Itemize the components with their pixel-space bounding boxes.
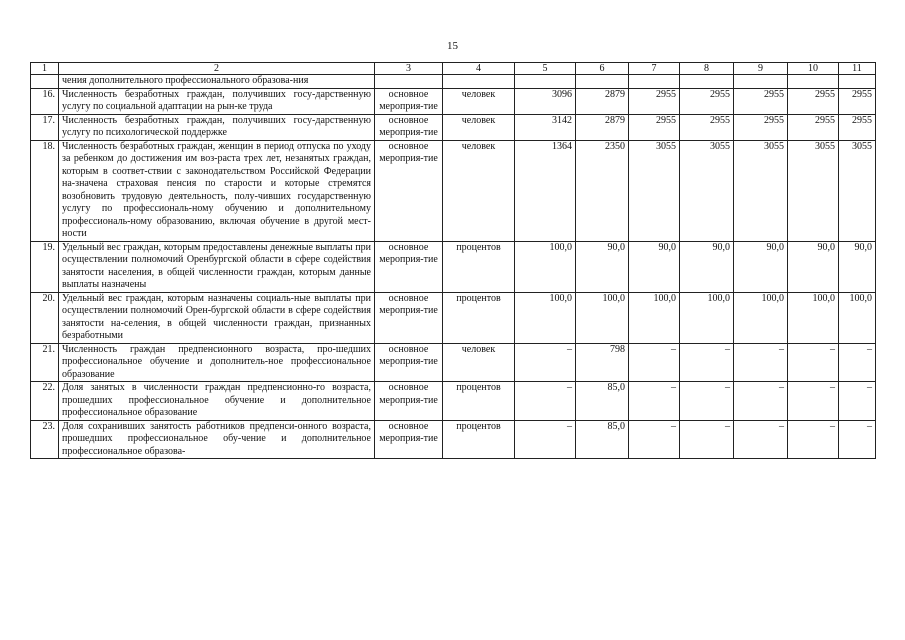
table-row — [31, 343, 876, 382]
value-col-10: 2955 — [788, 114, 839, 140]
event-type: основное мероприя-тие — [375, 114, 443, 140]
indicator-description: Удельный вес граждан, которым назначены социаль-ные выплаты при осуществлении полномочий Орен-бургской области в сфере содействия занятости на-селения, в общей численности граждан, признанных безработными — [59, 292, 375, 343]
row-number: 21. — [31, 343, 59, 382]
value-col-5: 3142 — [515, 114, 576, 140]
event-type: основное мероприя-тие — [375, 292, 443, 343]
value-col-6: 100,0 — [576, 292, 629, 343]
value-col-9: – — [734, 420, 788, 459]
event-type: основное мероприя-тие — [375, 420, 443, 459]
col-header-9: 9 — [734, 63, 788, 75]
value-col-5: – — [515, 343, 576, 382]
value-col-5: – — [515, 420, 576, 459]
value-col-11: – — [839, 343, 876, 382]
col-header-6: 6 — [576, 63, 629, 75]
value-col-10: 2955 — [788, 88, 839, 114]
event-type: основное мероприя-тие — [375, 241, 443, 292]
value-col-6: 2879 — [576, 114, 629, 140]
row-number: 18. — [31, 140, 59, 241]
value-col-11: – — [839, 420, 876, 459]
indicators-table — [30, 62, 876, 459]
value-col-5: – — [515, 382, 576, 421]
table-row — [31, 420, 876, 459]
value-col-8: – — [680, 420, 734, 459]
value-col-11: 90,0 — [839, 241, 876, 292]
unit-of-measure: человек — [443, 343, 515, 382]
col-header-7: 7 — [629, 63, 680, 75]
value-col-8: 90,0 — [680, 241, 734, 292]
continuation-row — [31, 75, 876, 89]
value-col-6: 85,0 — [576, 420, 629, 459]
unit-of-measure: процентов — [443, 420, 515, 459]
continuation-text: чения дополнительного профессионального образова-ния — [59, 75, 375, 89]
col-header-10: 10 — [788, 63, 839, 75]
unit-of-measure: человек — [443, 88, 515, 114]
col-header-5: 5 — [515, 63, 576, 75]
value-col-9: 90,0 — [734, 241, 788, 292]
indicator-description: Доля занятых в численности граждан предпенсионно-го возраста, прошедших профессиональное обучение и дополнительное профессиональное образование — [59, 382, 375, 421]
value-col-5: 3096 — [515, 88, 576, 114]
row-number: 17. — [31, 114, 59, 140]
value-col-7: 3055 — [629, 140, 680, 241]
unit-of-measure: процентов — [443, 241, 515, 292]
value-col-5: 1364 — [515, 140, 576, 241]
row-number: 16. — [31, 88, 59, 114]
value-col-10: – — [788, 382, 839, 421]
col-header-11: 11 — [839, 63, 876, 75]
value-col-11: 3055 — [839, 140, 876, 241]
value-col-5: 100,0 — [515, 292, 576, 343]
indicator-description: Численность безработных граждан, получивших госу-дарственную услугу по психологической поддержке — [59, 114, 375, 140]
value-col-8: 2955 — [680, 114, 734, 140]
unit-of-measure: человек — [443, 140, 515, 241]
value-col-8: 3055 — [680, 140, 734, 241]
value-col-9: 100,0 — [734, 292, 788, 343]
table-row — [31, 114, 876, 140]
table-row — [31, 292, 876, 343]
value-col-6: 90,0 — [576, 241, 629, 292]
value-col-5: 100,0 — [515, 241, 576, 292]
value-col-9: 2955 — [734, 88, 788, 114]
event-type: основное мероприя-тие — [375, 343, 443, 382]
value-col-8: – — [680, 382, 734, 421]
indicator-description: Удельный вес граждан, которым предоставлены денежные выплаты при осуществлении полномочий Оренбургской области в сфере содействия занятости населения, в общей численности граждан, которым данные выплаты назначены — [59, 241, 375, 292]
value-col-10: – — [788, 343, 839, 382]
row-number: 22. — [31, 382, 59, 421]
value-col-11: 100,0 — [839, 292, 876, 343]
unit-of-measure: человек — [443, 114, 515, 140]
value-col-7: 100,0 — [629, 292, 680, 343]
value-col-8: 2955 — [680, 88, 734, 114]
unit-of-measure: процентов — [443, 292, 515, 343]
value-col-7: – — [629, 420, 680, 459]
value-col-11: 2955 — [839, 114, 876, 140]
table-row — [31, 382, 876, 421]
col-header-1: 1 — [31, 63, 59, 75]
col-header-8: 8 — [680, 63, 734, 75]
row-number: 23. — [31, 420, 59, 459]
col-header-3: 3 — [375, 63, 443, 75]
value-col-7: 2955 — [629, 88, 680, 114]
indicator-description: Доля сохранивших занятость работников предпенси-онного возраста, прошедших профессиональное обу-чение и дополнительное профессиональное образова- — [59, 420, 375, 459]
table-row — [31, 140, 876, 241]
value-col-10: 90,0 — [788, 241, 839, 292]
value-col-6: 85,0 — [576, 382, 629, 421]
value-col-10: – — [788, 420, 839, 459]
page-number: 15 — [447, 40, 458, 52]
value-col-6: 798 — [576, 343, 629, 382]
event-type: основное мероприя-тие — [375, 382, 443, 421]
value-col-6: 2350 — [576, 140, 629, 241]
table-row — [31, 88, 876, 114]
value-col-7: – — [629, 382, 680, 421]
indicator-description: Численность безработных граждан, получивших госу-дарственную услугу по социальной адаптации на рын-ке труда — [59, 88, 375, 114]
value-col-7: 90,0 — [629, 241, 680, 292]
col-header-2: 2 — [59, 63, 375, 75]
row-number: 20. — [31, 292, 59, 343]
event-type: основное мероприя-тие — [375, 140, 443, 241]
row-number: 19. — [31, 241, 59, 292]
value-col-6: 2879 — [576, 88, 629, 114]
value-col-9: – — [734, 382, 788, 421]
value-col-10: 100,0 — [788, 292, 839, 343]
header-row — [31, 63, 876, 75]
value-col-9: – — [734, 343, 788, 382]
value-col-8: 100,0 — [680, 292, 734, 343]
event-type: основное мероприя-тие — [375, 88, 443, 114]
value-col-8: – — [680, 343, 734, 382]
value-col-10: 3055 — [788, 140, 839, 241]
indicator-description: Численность граждан предпенсионного возраста, про-шедших профессиональное обучение и дополнитель-ное профессиональное образование — [59, 343, 375, 382]
value-col-9: 2955 — [734, 114, 788, 140]
unit-of-measure: процентов — [443, 382, 515, 421]
value-col-7: – — [629, 343, 680, 382]
indicator-description: Численность безработных граждан, женщин в период отпуска по уходу за ребенком до достижения им воз-раста трех лет, незанятых граждан, которым в соответ-ствии с законодательством Российской Федерации на-значена страховая пенсия по старости и которые стремятся возобновить трудовую деятельность, полу-чивших государственную услугу по профессиональ-ному обучению и дополнительному профессиональ-ному образованию, включая обучение в другой мест-ности — [59, 140, 375, 241]
table-row — [31, 241, 876, 292]
col-header-4: 4 — [443, 63, 515, 75]
value-col-7: 2955 — [629, 114, 680, 140]
value-col-11: – — [839, 382, 876, 421]
value-col-11: 2955 — [839, 88, 876, 114]
value-col-9: 3055 — [734, 140, 788, 241]
